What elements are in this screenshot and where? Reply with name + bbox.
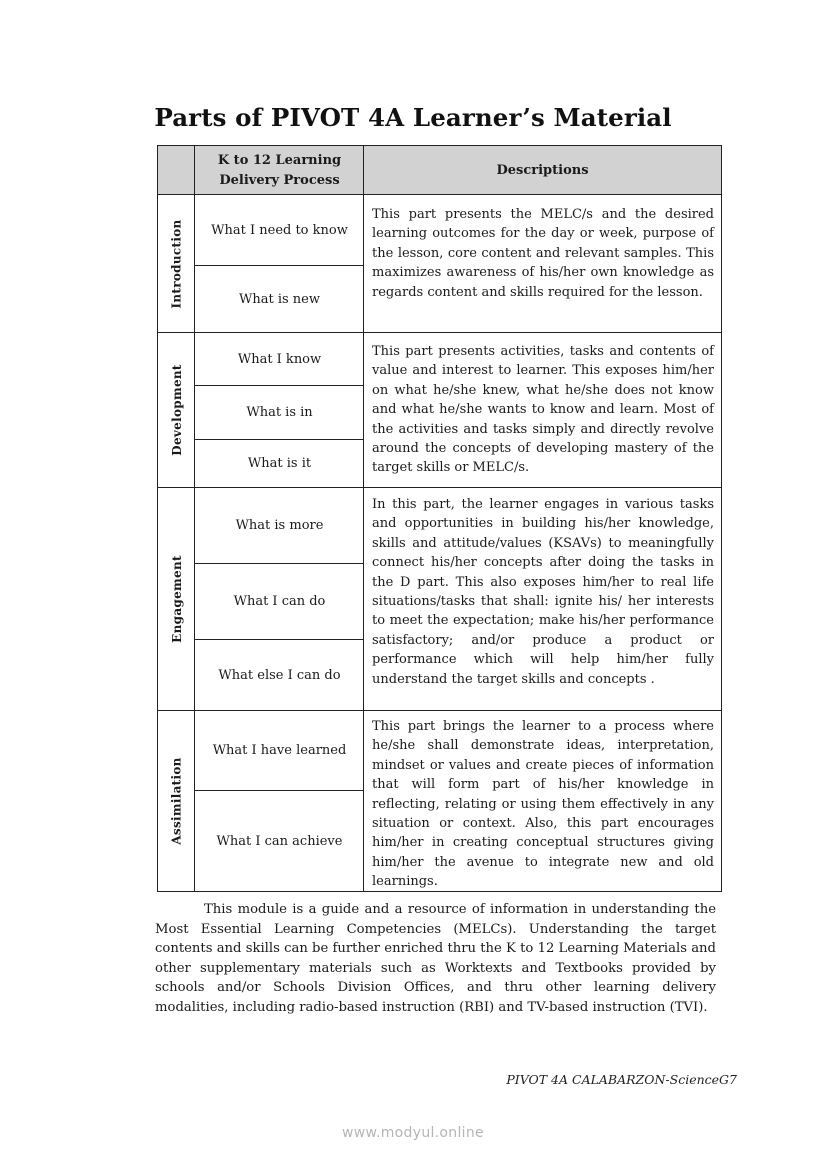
- section-label-development: Development: [169, 364, 184, 456]
- parts-table: [157, 145, 722, 892]
- description-introduction: This part presents the MELC/s and the desired learning outcomes for the day or week, purpose of the lesson, core content and relevant samples. This maximizes awareness of his/her own knowledge as regards content and skills required for the lesson.: [372, 207, 714, 300]
- step-what-is-more: What is more: [235, 518, 324, 533]
- step-what-i-need-to-know: What I need to know: [211, 223, 348, 238]
- step-what-else-i-can-do: What else I can do: [218, 667, 341, 683]
- step-what-i-have-learned: What I have learned: [212, 743, 347, 758]
- step-what-is-it: What is it: [247, 456, 312, 471]
- section-label-assimilation: Assimilation: [169, 757, 184, 845]
- step-what-i-can-do: What I can do: [233, 594, 326, 609]
- header-descriptions: Descriptions: [496, 163, 589, 178]
- module-intro-paragraph: This module is a guide and a resource of information in understanding the Most Essential Learning Competencies (MELCs). Understanding the target contents and skills can be further enriched thru the K to 12 Learning Materials and other supplementary materials such as Worktexts and Textbooks provided by schools and/or Schools Division Offices, and thru other learning delivery modalities, including radio-based instruction (RBI) and TV-based instruction (TVI).: [155, 902, 716, 1015]
- page-title: Parts of PIVOT 4A Learner’s Material: [154, 103, 672, 132]
- step-what-i-know: What I know: [237, 351, 322, 367]
- watermark: www.modyul.online: [342, 1125, 484, 1141]
- table-header-row: [158, 146, 721, 195]
- step-what-is-new: What is new: [239, 291, 320, 307]
- step-what-is-in: What is in: [246, 405, 313, 420]
- step-what-i-can-achieve: What I can achieve: [216, 833, 343, 849]
- description-development: This part presents activities, tasks and contents of value and interest to learner. This exposes him/her on what he/she knew, what he/she does not know and what he/she wants to know and learn. Most of the activities and tasks simply and directly revolve around the concepts of developing mastery of the target skills or MELC/s.: [372, 344, 714, 476]
- description-engagement: In this part, the learner engages in various tasks and opportunities in building his/her knowledge, skills and attitude/values (KSAVs) to meaningfully connect his/her concepts after doing the tasks in the D part. This also exposes him/her to real life situations/tasks that shall: ignite his/ her interests to meet the expectation; make his/her performance satisfactory; and/or produce a product or performance which will help him/her fully understand the target skills and concepts .: [372, 497, 714, 687]
- description-assimilation: This part brings the learner to a process where he/she shall demonstrate ideas, interpretation, mindset or values and create pieces of information that will form part of his/her knowledge in reflecting, relating or using them effectively in any situation or context. Also, this part encourages him/her in creating conceptual structures giving him/her the avenue to integrate new and old learnings.: [372, 719, 714, 890]
- section-label-introduction: Introduction: [169, 219, 184, 309]
- section-label-engagement: Engagement: [169, 555, 184, 643]
- page-footer: PIVOT 4A CALABARZON-ScienceG7: [506, 1072, 737, 1087]
- header-delivery-process: K to 12 Learning Delivery Process: [217, 152, 342, 188]
